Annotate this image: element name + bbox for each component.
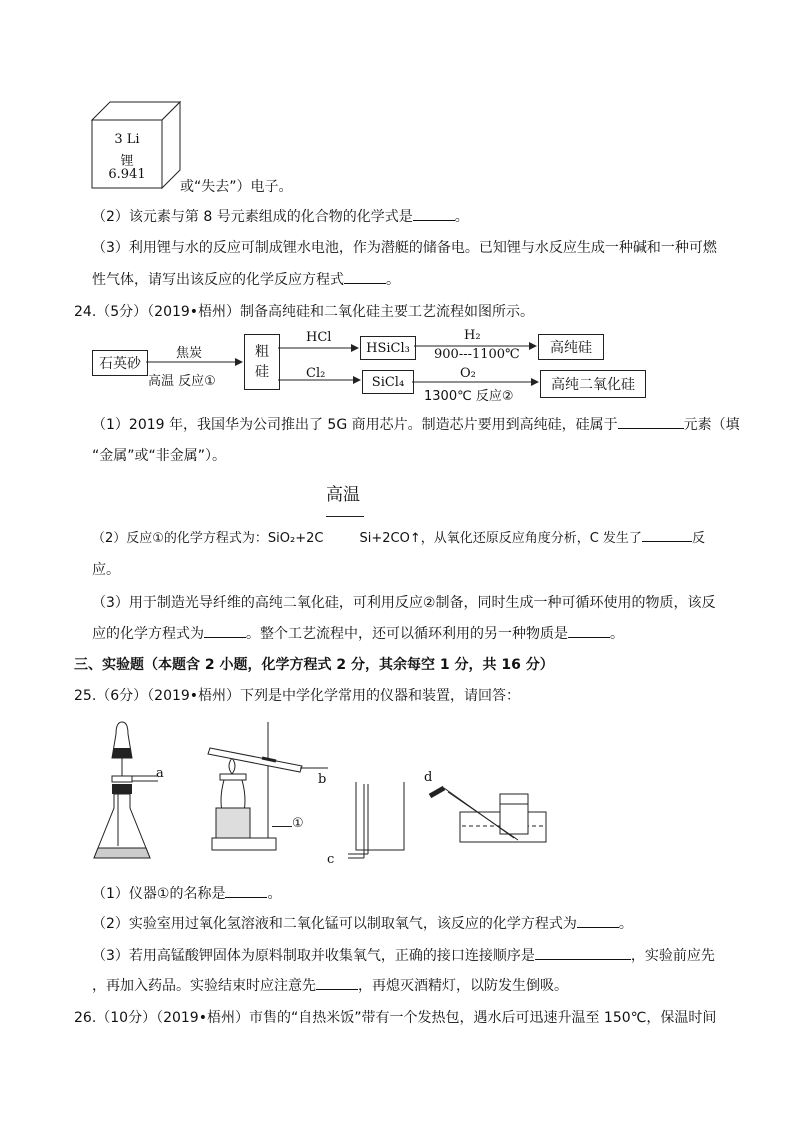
flow-quartz-sand: 石英砂	[92, 350, 148, 376]
flow-crude-silicon: 粗 硅	[244, 334, 280, 390]
q24-title: 24.（5分）（2019•梧州）制备高纯硅和二氧化硅主要工艺流程如图所示。	[74, 304, 535, 320]
element-mass: 6.941	[108, 167, 146, 182]
element-name: 锂	[120, 154, 134, 169]
q25-title: 25.（6分）（2019•梧州）下列是中学化学常用的仪器和装置，请回答：	[74, 688, 521, 704]
q24-p3-a: （3）用于制造光导纤维的高纯二氧化硅，可利用反应②制备，同时生成一种可循环使用的物质，该反	[92, 595, 716, 611]
flask-funnel-apparatus	[94, 722, 158, 858]
label-a: a	[156, 766, 164, 781]
condition-high-temp: 高温	[326, 485, 360, 505]
q24-p1-a: （1）2019 年，我国华为公司推出了 5G 商用芯片。制造芯片要用到高纯硅，硅属于 元素（填	[92, 417, 740, 433]
apparatus-figure	[88, 718, 548, 868]
q24-p2-b: 应。	[92, 562, 120, 578]
flow-hsicl3: HSiCl₃	[360, 336, 416, 360]
element-symbol: 3 Li	[114, 132, 140, 147]
water-trough	[430, 788, 546, 842]
flow-temp2-label: 1300℃ 反应②	[424, 389, 514, 404]
q23-p3-b: 性气体，请写出该反应的化学反应方程式 。	[92, 272, 400, 288]
q24-p3-b: 应的化学方程式为 。整个工艺流程中，还可以循环利用的另一种物质是 。	[92, 626, 624, 642]
flow-h2-label: H₂	[464, 328, 481, 343]
q24-p1-b: “金属”或“非金属”）。	[92, 448, 227, 464]
flow-o2-label: O₂	[460, 366, 476, 381]
gas-jar	[348, 782, 404, 858]
q23-p2: （2）该元素与第 8 号元素组成的化合物的化学式是 。	[92, 209, 469, 225]
flow-reaction1-label: 高温 反应①	[148, 374, 216, 389]
condition-bar	[326, 516, 364, 517]
q25-p3-b: ，再加入药品。实验结束时应注意先 ，再熄灭酒精灯，以防发生倒吸。	[92, 978, 568, 994]
flow-pure-silicon: 高纯硅	[538, 334, 604, 360]
q23-p1-tail: 或“失去”）电子。	[180, 179, 293, 195]
label-1-leader	[272, 826, 292, 827]
q25-p1: （1）仪器①的名称是 。	[92, 886, 282, 902]
q25-p3-a: （3）若用高锰酸钾固体为原料制取并收集氧气，正确的接口连接顺序是 ，实验前应先	[92, 948, 715, 964]
heating-apparatus	[208, 722, 328, 850]
flow-coke-label: 焦炭	[176, 346, 203, 361]
label-b: b	[318, 772, 327, 787]
label-d: d	[424, 770, 433, 785]
label-c: c	[327, 852, 335, 867]
section-3-heading: 三、实验题（本题含 2 小题，化学方程式 2 分，其余每空 1 分，共 16 分）	[74, 657, 554, 673]
q24-p2-a: （2）反应①的化学方程式为：SiO₂+2C Si+2CO↑，从氧化还原反应角度分析，C 发生了 反	[92, 528, 705, 549]
flow-temp1-label: 900---1100℃	[434, 347, 520, 362]
flow-cl2-label: Cl₂	[306, 366, 326, 381]
q23-p3-a: （3）利用锂与水的反应可制成锂水电池，作为潜艇的储备电。已知锂与水反应生成一种碱和一种可燃	[92, 240, 717, 256]
label-instrument-1: ①	[292, 816, 304, 831]
q25-p2: （2）实验室用过氧化氢溶液和二氧化锰可以制取氧气，该反应的化学方程式为 。	[92, 916, 633, 932]
flow-hcl-label: HCl	[306, 330, 332, 345]
flow-arrows	[0, 0, 794, 420]
flow-sicl4: SiCl₄	[362, 370, 414, 394]
q26-title: 26.（10分）（2019•梧州）市售的“自热米饭”带有一个发热包，遇水后可迅速升温至 150℃，保温时间	[74, 1010, 717, 1026]
flow-pure-silica: 高纯二氧化硅	[540, 370, 646, 398]
